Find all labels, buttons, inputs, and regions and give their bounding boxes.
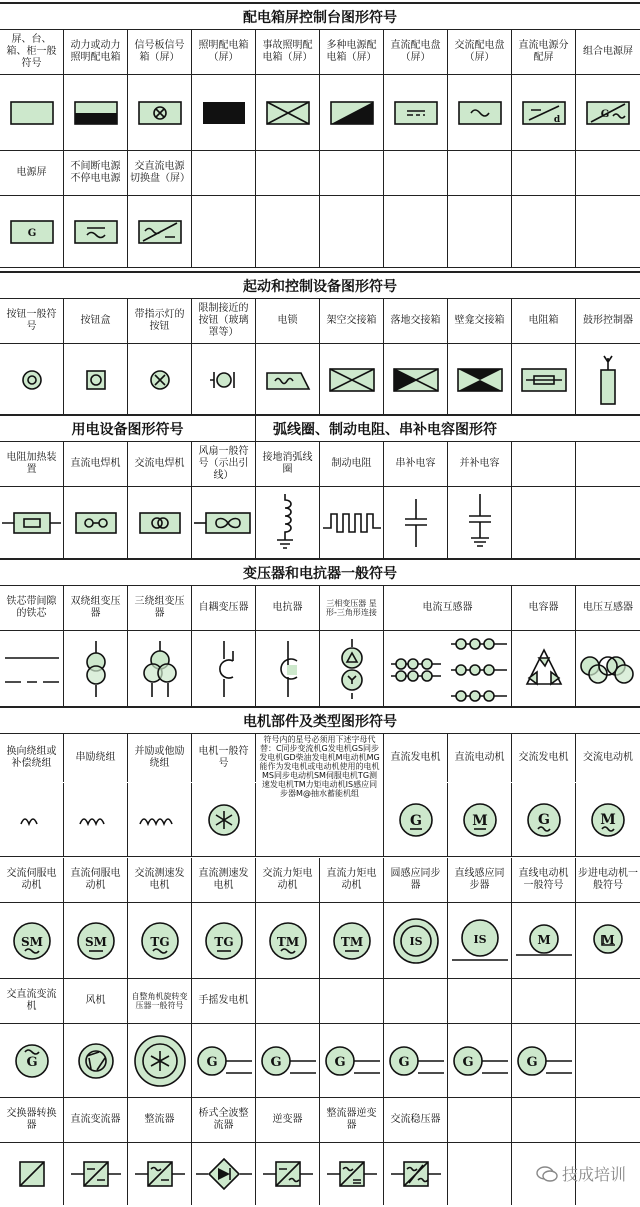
label: 壁龛交接箱 — [448, 299, 512, 343]
label: 电阻箱 — [512, 299, 576, 343]
label: 直流测速发电机 — [192, 858, 256, 902]
svg-text:d: d — [553, 115, 560, 125]
linear-synchro-icon — [448, 903, 512, 979]
brake-resistor-symbol-icon — [320, 487, 384, 559]
label: 整流器 — [128, 1098, 192, 1142]
label: 电阻加热装置 — [0, 442, 64, 486]
resistor-box-symbol-icon — [512, 344, 576, 416]
section-title: 配电箱屏控制台图形符号 — [0, 4, 640, 30]
hand-generator-icon — [192, 1024, 256, 1098]
label: 按钮一般符号 — [0, 299, 64, 343]
section-title: 电机部件及类型图形符号 — [0, 708, 640, 734]
svg-text:M: M — [537, 933, 551, 947]
dc-servo-motor-icon — [64, 903, 128, 979]
capacitor-bank-icon — [512, 631, 576, 707]
label: 串补电容 — [384, 442, 448, 486]
converter-set-icon — [0, 1024, 64, 1098]
svg-text:G: G — [537, 812, 550, 828]
svg-text:G: G — [25, 1055, 38, 1070]
button-box-symbol-icon — [64, 344, 128, 416]
lamp-button-symbol-icon — [128, 344, 192, 416]
label: 按钮盒 — [64, 299, 128, 343]
panel-symbol-icon — [0, 75, 64, 151]
dc-welder-symbol-icon — [64, 487, 128, 559]
label: 架空交接箱 — [320, 299, 384, 343]
label: 直流伺服电动机 — [64, 858, 128, 902]
label: 手摇发电机 — [192, 979, 256, 1023]
svg-text:G: G — [206, 1055, 218, 1070]
label — [384, 151, 448, 195]
label: 电压互感器 — [583, 602, 633, 613]
reactor-icon — [256, 631, 320, 707]
label: 直流变流器 — [64, 1098, 128, 1142]
label — [512, 442, 576, 486]
label — [320, 151, 384, 195]
label: 圆感应同步器 — [384, 858, 448, 902]
dc-distribution-symbol-icon — [512, 75, 576, 151]
ac-dc-switch-symbol-icon — [128, 196, 192, 268]
svg-text:G: G — [526, 1055, 538, 1070]
label — [256, 151, 320, 195]
motor-general-icon — [192, 783, 256, 857]
button-symbol-icon — [0, 344, 64, 416]
label — [512, 1098, 576, 1142]
label: 直线感应同步器 — [448, 858, 512, 902]
commutating-winding-icon — [0, 783, 64, 857]
svg-text:TG: TG — [149, 935, 170, 949]
watermark-text: 技成培训 — [561, 1165, 626, 1184]
label — [448, 151, 512, 195]
shunt-winding-icon — [128, 783, 192, 857]
ac-tachogenerator-icon — [128, 903, 192, 979]
label — [576, 1098, 640, 1142]
linear-motor-icon — [512, 903, 576, 979]
bridge-rectifier-icon — [192, 1143, 256, 1205]
svg-text:M: M — [600, 812, 616, 828]
circular-synchro-icon — [384, 903, 448, 979]
motor-letter-note: 符号内的星号必须用下述字母代替：C同步变流机G发电机GS同步发电机GD柴油发电机M电动机MG能作为发电机或电动机使用的电机MS同步电动机SM伺服电机TG测速发电机TM力矩电动机IS感应同步器M@抽水蓄能机组 — [256, 734, 384, 856]
wechat-icon — [536, 1165, 558, 1183]
label: 鼓形控制器 — [583, 315, 633, 326]
label: 三绕组变压器 — [128, 586, 192, 630]
label: 电源屏 — [0, 151, 64, 195]
label: 步进电动机一般符号 — [578, 868, 638, 891]
label — [256, 979, 320, 1023]
label: 制动电阻 — [320, 442, 384, 486]
label: 交直流电源切换盘（屏） — [128, 151, 192, 195]
label: 换向绕组或补偿绕组 — [0, 734, 64, 782]
label: 直流发电机 — [384, 734, 448, 782]
label — [576, 442, 640, 486]
watermark — [536, 1162, 626, 1185]
label: 动力或动力照明配电箱 — [64, 30, 128, 74]
svg-text:IS: IS — [473, 933, 487, 946]
svg-text:TM: TM — [276, 935, 299, 949]
ac-panel-symbol-icon — [448, 75, 512, 151]
label: 多种电源配电箱（屏） — [320, 30, 384, 74]
label: 串励绕组 — [64, 734, 128, 782]
autotransformer-icon — [192, 631, 256, 707]
label — [448, 979, 512, 1023]
section-start-control — [0, 271, 640, 416]
three-phase-transformer-icon — [320, 631, 384, 707]
svg-text:G: G — [270, 1055, 282, 1070]
selsyn-icon — [128, 1024, 192, 1098]
generator-variant-icon — [320, 1024, 384, 1098]
iron-core-symbol-icon — [0, 631, 64, 707]
svg-text:G: G — [398, 1055, 410, 1070]
label — [384, 979, 448, 1023]
ac-generator-icon — [512, 783, 576, 857]
ac-torque-motor-icon — [256, 903, 320, 979]
label: 接地消弧线圈 — [256, 442, 320, 486]
label: 逆变器 — [256, 1098, 320, 1142]
section-title: 起动和控制设备图形符号 — [0, 273, 640, 299]
voltage-transformer-icon — [576, 631, 640, 707]
rectifier-inverter-icon — [320, 1143, 384, 1205]
arc-coil-symbol-icon — [256, 487, 320, 559]
inverter-icon — [256, 1143, 320, 1205]
label: 不间断电源 不停电电源 — [64, 151, 128, 195]
label: 直流电动机 — [448, 734, 512, 782]
label: 落地交接箱 — [384, 299, 448, 343]
label: 三相变压器 星形-三角形连接 — [320, 586, 384, 630]
series-winding-icon — [64, 783, 128, 857]
label: 电容器 — [512, 586, 576, 630]
rectifier-icon — [128, 1143, 192, 1205]
label: 电抗器 — [256, 586, 320, 630]
lighting-box-symbol-icon — [192, 75, 256, 151]
ac-welder-symbol-icon — [128, 487, 192, 559]
label: 照明配电箱（屏） — [192, 30, 256, 74]
label: 事故照明配电箱（屏） — [256, 30, 320, 74]
label: 限制接近的按钮（玻璃罩等） — [192, 299, 256, 343]
section-distribution-box — [0, 2, 640, 268]
section-equipment — [0, 414, 640, 559]
label: 电流互感器 — [384, 586, 512, 630]
section-motor — [0, 706, 640, 1131]
label: 直线电动机一般符号 — [512, 858, 576, 902]
label: 交换器转换器 — [0, 1098, 64, 1142]
svg-text:SM: SM — [84, 935, 107, 949]
wall-cross-box-symbol-icon — [448, 344, 512, 416]
label: 直流电源分配屏 — [512, 30, 576, 74]
label: 电锁 — [256, 299, 320, 343]
combined-source-symbol-icon — [576, 75, 640, 151]
label: 交流伺服电动机 — [0, 858, 64, 902]
dc-motor-icon — [448, 783, 512, 857]
label: 电机一般符号 — [192, 734, 256, 782]
label: 交流稳压器 — [384, 1098, 448, 1142]
drum-controller-symbol-icon — [576, 344, 640, 416]
svg-text:IS: IS — [408, 935, 423, 948]
floor-cross-box-symbol-icon — [384, 344, 448, 416]
dc-tachogenerator-icon — [192, 903, 256, 979]
label: 组合电源屏 — [583, 46, 633, 57]
label: 屏、台、箱、柜一般符号 — [0, 30, 64, 74]
label: 交流电动机 — [583, 752, 633, 763]
power-box-symbol-icon — [64, 75, 128, 151]
multi-source-box-symbol-icon — [320, 75, 384, 151]
label: 信号板信号箱（屏） — [128, 30, 192, 74]
label: 并励或他励绕组 — [128, 734, 192, 782]
stepper-motor-icon — [576, 903, 640, 979]
overhead-cross-box-symbol-icon — [320, 344, 384, 416]
ac-servo-motor-icon — [0, 903, 64, 979]
label: 交流发电机 — [512, 734, 576, 782]
fan-machine-icon — [64, 1024, 128, 1098]
series-capacitor-symbol-icon — [384, 487, 448, 559]
three-winding-transformer-icon — [128, 631, 192, 707]
ac-stabilizer-icon — [384, 1143, 448, 1205]
fan-symbol-icon — [192, 487, 256, 559]
svg-text:TG: TG — [213, 935, 234, 949]
svg-text:G: G — [334, 1055, 346, 1070]
power-panel-symbol-icon — [0, 196, 64, 268]
label: 桥式全波整流器 — [192, 1098, 256, 1142]
guarded-button-symbol-icon — [192, 344, 256, 416]
svg-text:M: M — [471, 813, 488, 829]
generator-variant-icon — [384, 1024, 448, 1098]
generator-variant-icon — [448, 1024, 512, 1098]
svg-text:M: M — [601, 933, 615, 947]
label: 交流电焊机 — [128, 442, 192, 486]
svg-text:G: G — [27, 228, 36, 239]
two-winding-transformer-icon — [64, 631, 128, 707]
dc-torque-motor-icon — [320, 903, 384, 979]
section-title: 变压器和电抗器一般符号 — [0, 560, 640, 586]
label — [192, 151, 256, 195]
emergency-box-symbol-icon — [256, 75, 320, 151]
label — [576, 151, 640, 195]
generator-variant-icon — [256, 1024, 320, 1098]
label: 交流力矩电动机 — [256, 858, 320, 902]
ups-symbol-icon — [64, 196, 128, 268]
label: 风扇一般符号（示出引线） — [192, 442, 256, 486]
dc-converter-icon — [64, 1143, 128, 1205]
label — [576, 979, 640, 1023]
shunt-capacitor-symbol-icon — [448, 487, 512, 559]
section-title: 弧线圈、制动电阻、串补电容图形符 — [273, 421, 497, 438]
label: 直流电焊机 — [64, 442, 128, 486]
dc-generator-icon — [384, 783, 448, 857]
label: 并补电容 — [448, 442, 512, 486]
label: 交流配电盘（屏） — [448, 30, 512, 74]
svg-text:G: G — [462, 1055, 474, 1070]
label: 铁芯带间隙的铁芯 — [0, 586, 64, 630]
current-transformer-icon — [384, 631, 512, 707]
signal-box-symbol-icon — [128, 75, 192, 151]
label: 交直流变流机 — [0, 979, 64, 1023]
label — [320, 979, 384, 1023]
label — [512, 151, 576, 195]
heater-symbol-icon — [0, 487, 64, 559]
svg-text:SM: SM — [20, 935, 43, 949]
label: 风机 — [64, 979, 128, 1023]
svg-text:G: G — [600, 109, 610, 120]
label: 交流测速发电机 — [128, 858, 192, 902]
generator-variant-icon — [512, 1024, 576, 1098]
label: 直流配电盘（屏） — [384, 30, 448, 74]
label: 带指示灯的按钮 — [128, 299, 192, 343]
dc-panel-symbol-icon — [384, 75, 448, 151]
label: 自整角机旋转变压器一般符号 — [128, 979, 192, 1023]
section-transformer — [0, 558, 640, 707]
label: 双绕组变压器 — [64, 586, 128, 630]
electric-lock-symbol-icon — [256, 344, 320, 416]
converter-icon — [0, 1143, 64, 1205]
section-title: 用电设备图形符号 — [0, 416, 256, 441]
label: 整流器逆变器 — [320, 1098, 384, 1142]
label: 自耦变压器 — [192, 586, 256, 630]
label: 直流力矩电动机 — [320, 858, 384, 902]
ac-motor-icon — [576, 783, 640, 857]
svg-text:TM: TM — [340, 935, 363, 949]
label — [512, 979, 576, 1023]
label — [448, 1098, 512, 1142]
svg-text:G: G — [409, 813, 422, 829]
